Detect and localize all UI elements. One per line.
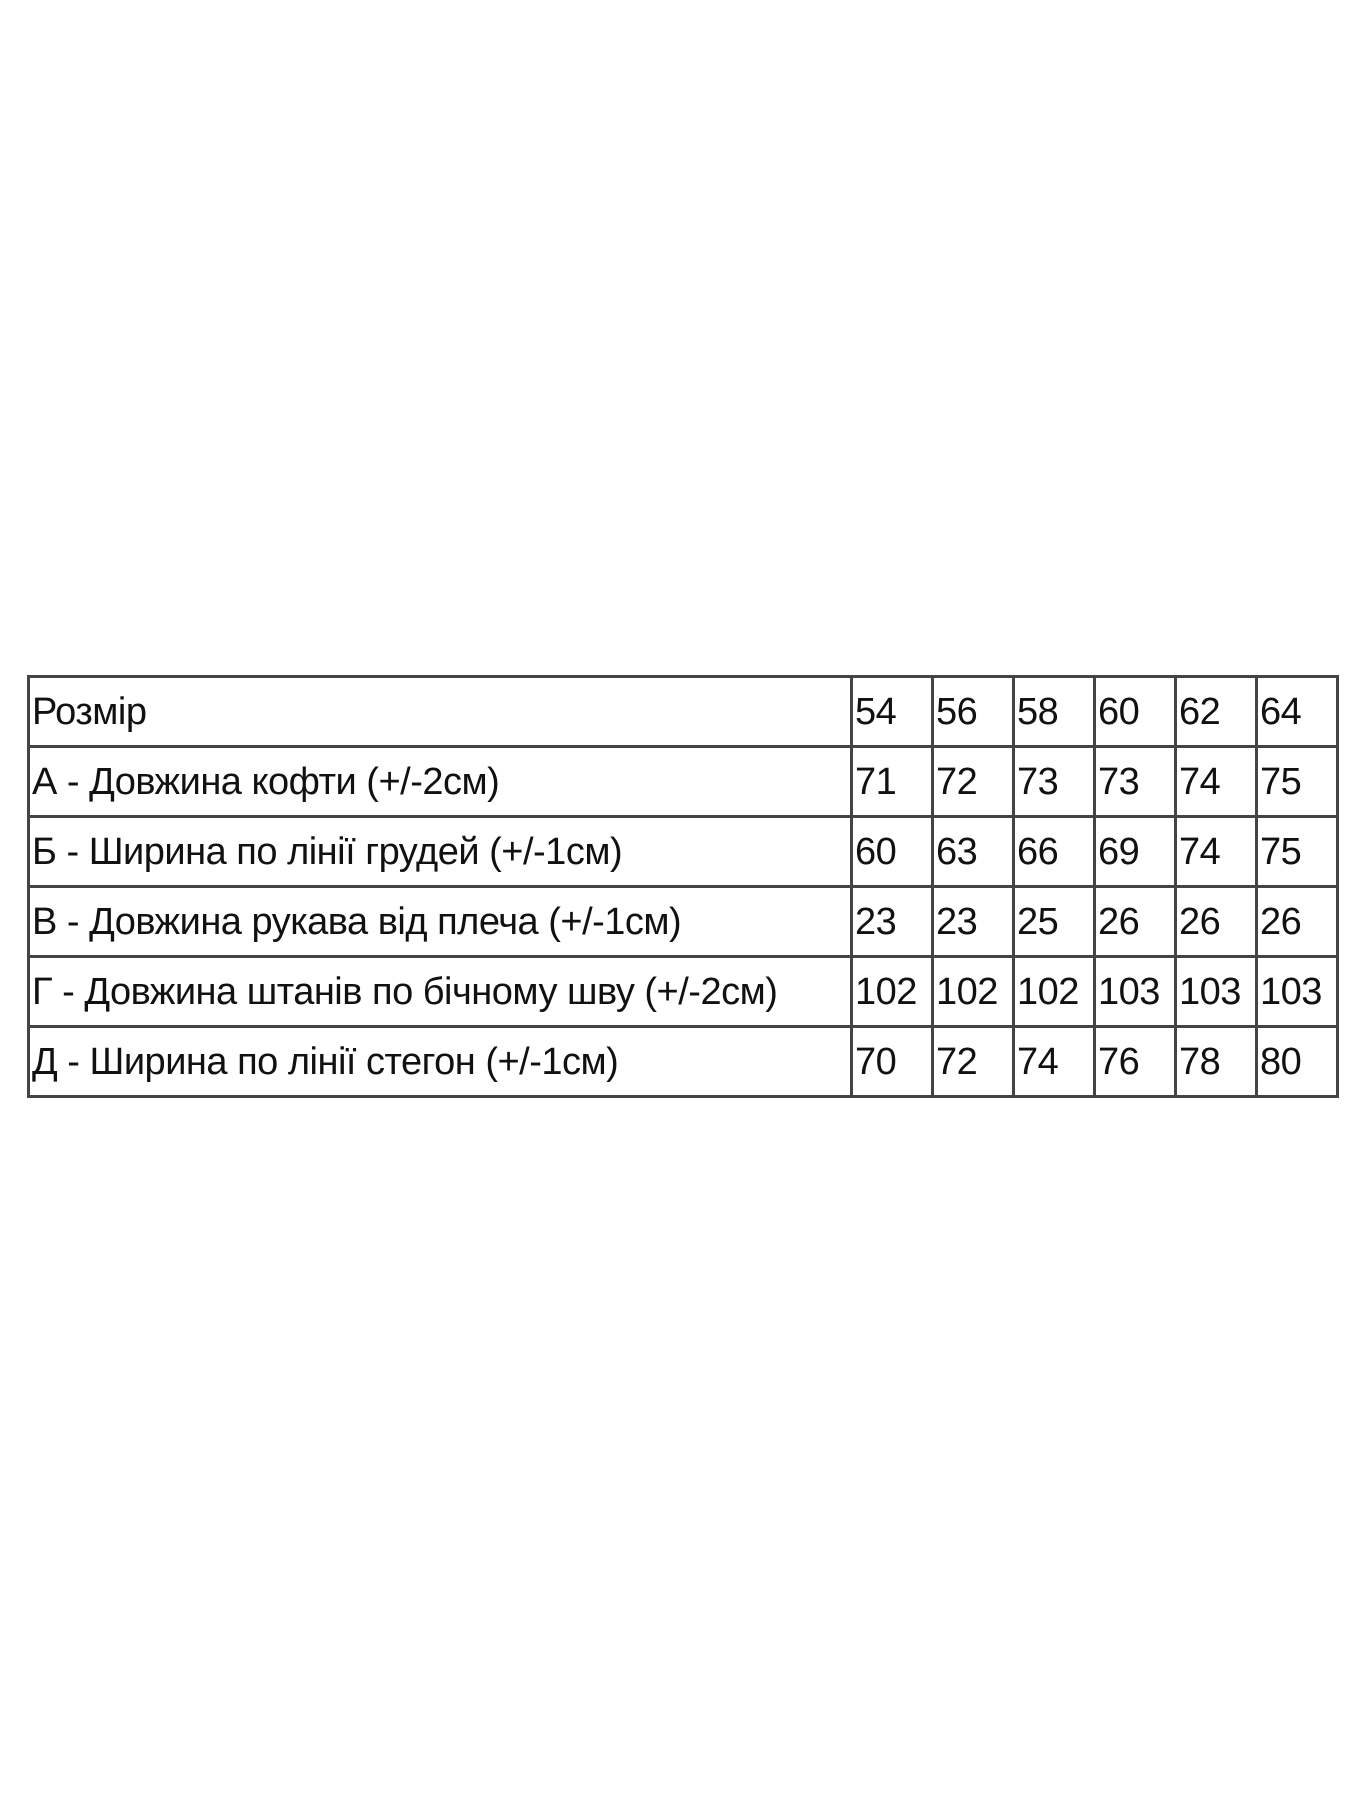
value-cell: 74 bbox=[1176, 817, 1257, 887]
header-size-cell: 56 bbox=[933, 677, 1014, 747]
header-label-cell: Розмір bbox=[29, 677, 852, 747]
value-cell: 74 bbox=[1014, 1027, 1095, 1097]
value-cell: 26 bbox=[1176, 887, 1257, 957]
table-row bbox=[29, 887, 1338, 957]
value-cell: 63 bbox=[933, 817, 1014, 887]
table-row bbox=[29, 817, 1338, 887]
value-cell: 72 bbox=[933, 747, 1014, 817]
value-cell: 75 bbox=[1257, 747, 1338, 817]
size-chart-table bbox=[27, 675, 1339, 1098]
header-size-cell: 64 bbox=[1257, 677, 1338, 747]
value-cell: 103 bbox=[1257, 957, 1338, 1027]
value-cell: 72 bbox=[933, 1027, 1014, 1097]
value-cell: 102 bbox=[1014, 957, 1095, 1027]
header-size-cell: 60 bbox=[1095, 677, 1176, 747]
table-row bbox=[29, 957, 1338, 1027]
value-cell: 103 bbox=[1095, 957, 1176, 1027]
row-label-cell: Б - Ширина по лінії грудей (+/-1см) bbox=[29, 817, 852, 887]
value-cell: 74 bbox=[1176, 747, 1257, 817]
row-label-cell: А - Довжина кофти (+/-2см) bbox=[29, 747, 852, 817]
value-cell: 23 bbox=[933, 887, 1014, 957]
value-cell: 103 bbox=[1176, 957, 1257, 1027]
value-cell: 80 bbox=[1257, 1027, 1338, 1097]
table-row bbox=[29, 747, 1338, 817]
row-label-cell: Д - Ширина по лінії стегон (+/-1см) bbox=[29, 1027, 852, 1097]
value-cell: 102 bbox=[852, 957, 933, 1027]
header-size-cell: 54 bbox=[852, 677, 933, 747]
value-cell: 26 bbox=[1095, 887, 1176, 957]
value-cell: 73 bbox=[1095, 747, 1176, 817]
value-cell: 70 bbox=[852, 1027, 933, 1097]
value-cell: 25 bbox=[1014, 887, 1095, 957]
value-cell: 26 bbox=[1257, 887, 1338, 957]
table-header-row bbox=[29, 677, 1338, 747]
row-label-cell: Г - Довжина штанів по бічному шву (+/-2см) bbox=[29, 957, 852, 1027]
value-cell: 66 bbox=[1014, 817, 1095, 887]
row-label-cell: В - Довжина рукава від плеча (+/-1см) bbox=[29, 887, 852, 957]
value-cell: 75 bbox=[1257, 817, 1338, 887]
value-cell: 73 bbox=[1014, 747, 1095, 817]
table-row bbox=[29, 1027, 1338, 1097]
value-cell: 23 bbox=[852, 887, 933, 957]
value-cell: 69 bbox=[1095, 817, 1176, 887]
value-cell: 76 bbox=[1095, 1027, 1176, 1097]
value-cell: 78 bbox=[1176, 1027, 1257, 1097]
value-cell: 102 bbox=[933, 957, 1014, 1027]
value-cell: 60 bbox=[852, 817, 933, 887]
value-cell: 71 bbox=[852, 747, 933, 817]
header-size-cell: 58 bbox=[1014, 677, 1095, 747]
header-size-cell: 62 bbox=[1176, 677, 1257, 747]
